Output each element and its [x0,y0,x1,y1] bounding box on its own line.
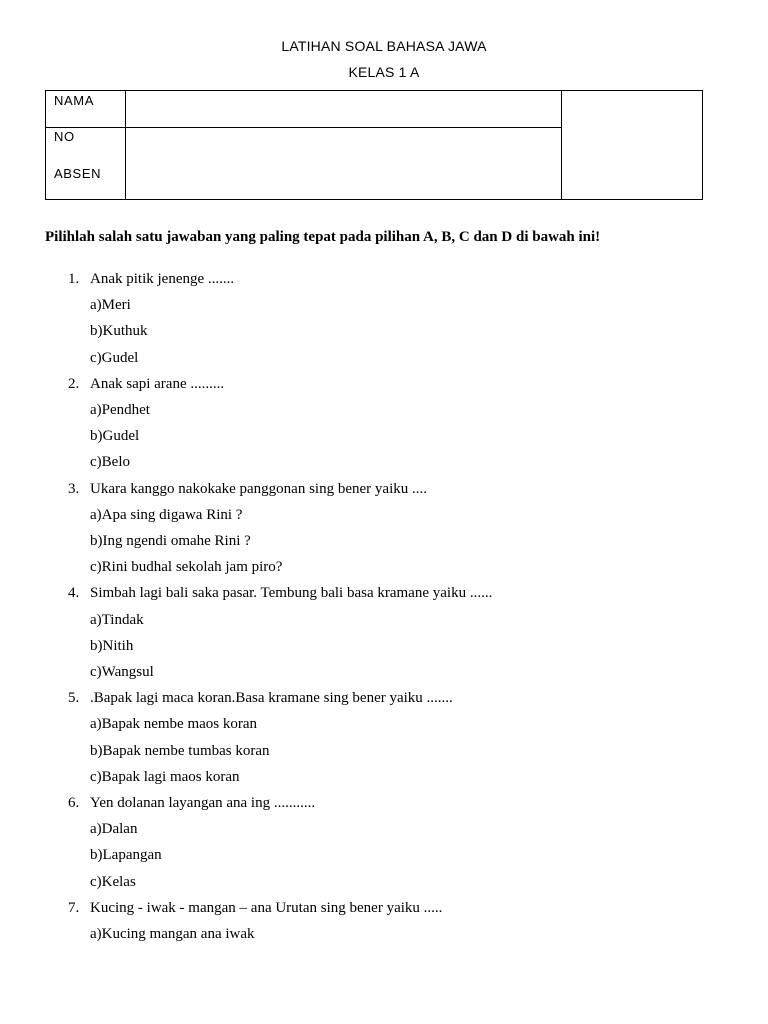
answer-option-row [0,921,768,947]
answer-option: a)Tindak [90,611,144,628]
question-number: 5. [68,690,80,707]
answer-option-row [0,764,768,790]
answer-option-row [0,869,768,895]
question-number: 7. [68,899,80,916]
instruction-text: Pilihlah salah satu jawaban yang paling tepat pada pilihan A, B, C dan D di bawah ini! [45,229,601,245]
table-divider [46,127,562,128]
question-number: 3. [68,480,80,497]
answer-option-row [0,502,768,528]
answer-option-row [0,659,768,685]
answer-option: c)Gudel [90,349,139,366]
question-text: Kucing - iwak - mangan – ana Urutan sing bener yaiku ..... [90,899,443,916]
answer-option-row [0,554,768,580]
answer-option-row [0,292,768,318]
answer-option-row [0,842,768,868]
answer-option: a)Bapak nembe maos koran [90,716,258,733]
question-number: 6. [68,795,80,811]
answer-option: a)Kucing mangan ana iwak [90,926,255,942]
answer-option: a)Pendhet [90,402,150,418]
answer-option: b)Nitih [90,637,134,654]
no-label: NO [54,129,75,144]
answer-option: a)Dalan [90,821,138,838]
question-number: 1. [68,271,80,287]
answer-option-row [0,607,768,633]
name-label: NAMA [54,93,94,108]
answer-option-row [0,528,768,554]
answer-option: a)Meri [90,297,131,314]
question-item [0,371,768,397]
table-divider [561,91,562,199]
answer-option-row [0,397,768,423]
student-identity-table [45,90,703,200]
question-text: Simbah lagi bali saka pasar. Tembung bali basa kramane yaiku ...... [90,585,493,602]
worksheet-title: LATIHAN SOAL BAHASA JAWA [281,38,487,54]
question-text: Yen dolanan layangan ana ing ........... [90,795,316,811]
question-item [0,895,768,921]
table-divider [125,91,126,199]
answer-option: c)Belo [90,454,130,471]
answer-option: b)Gudel [90,428,140,445]
answer-option: b)Bapak nembe tumbas koran [90,742,270,759]
answer-option-row [0,633,768,659]
question-item [0,476,768,502]
question-number: 4. [68,585,80,602]
absen-label: ABSEN [54,166,102,181]
answer-option-row [0,711,768,737]
answer-option: c)Rini budhal sekolah jam piro? [90,559,283,576]
question-item [0,685,768,711]
answer-option-row [0,345,768,371]
question-text: .Bapak lagi maca koran.Basa kramane sing bener yaiku ....... [90,690,453,707]
answer-option: b)Ing ngendi omahe Rini ? [90,533,251,549]
question-item [0,790,768,816]
answer-option-row [0,318,768,344]
answer-option-row [0,423,768,449]
answer-option: b)Lapangan [90,847,162,864]
answer-option: c)Wangsul [90,664,154,680]
question-text: Anak pitik jenenge ....... [90,271,235,287]
answer-option-row [0,816,768,842]
question-item [0,580,768,606]
answer-option: c)Kelas [90,873,136,890]
answer-option: c)Bapak lagi maos koran [90,768,240,785]
answer-option-row [0,449,768,475]
question-item [0,266,768,292]
question-number: 2. [68,375,80,392]
answer-option: b)Kuthuk [90,323,148,340]
answer-option: a)Apa sing digawa Rini ? [90,506,243,523]
question-text: Anak sapi arane ......... [90,375,225,392]
class-label: KELAS 1 A [348,64,420,80]
question-text: Ukara kanggo nakokake panggonan sing bener yaiku .... [90,480,427,497]
answer-option-row [0,738,768,764]
